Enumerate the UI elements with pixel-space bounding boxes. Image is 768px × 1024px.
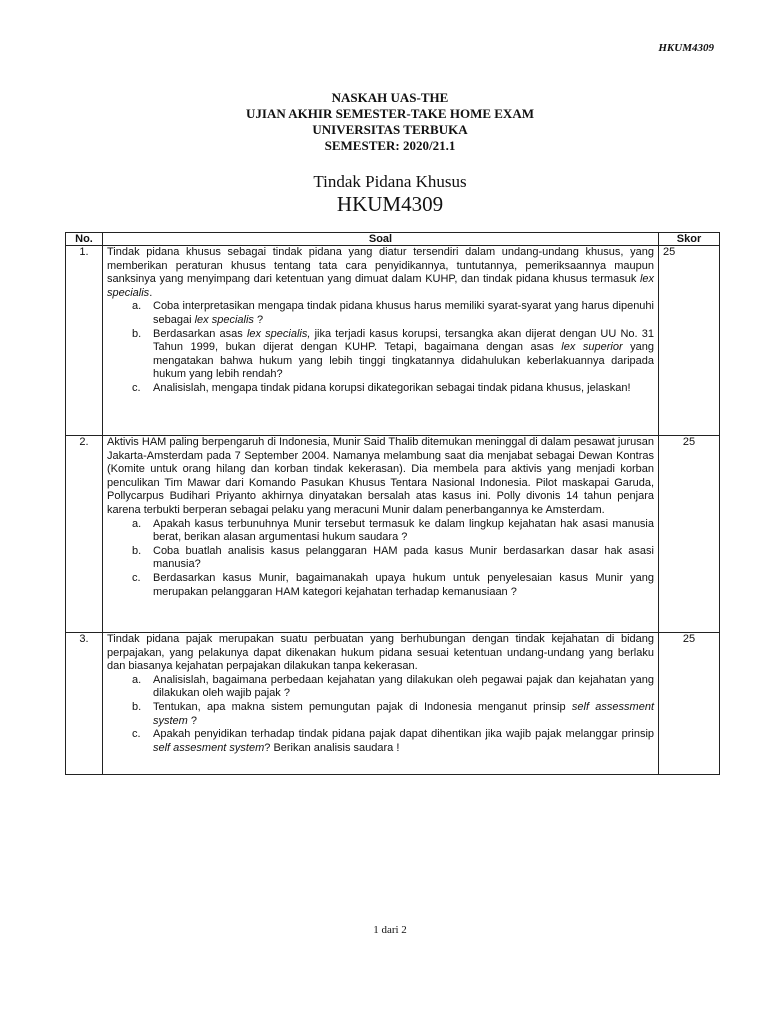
text-run: jika terjadi kasus korupsi, tersangka akan dijerat dengan UU No. 31 Tahun 1999, bukan dijerat dengan KUHP. Tetapi, bagaimana dengan asas [153, 327, 654, 354]
text-run: Analisislah, mengapa tindak pidana korupsi dikategorikan sebagai tindak pidana khusus, jelaskan! [153, 381, 631, 394]
text-run: Berdasarkan asas [153, 327, 247, 340]
sub-question [107, 572, 654, 599]
question-text [103, 436, 659, 633]
sub-question-list [107, 674, 654, 756]
sub-question-label: b. [132, 327, 142, 340]
header-line-2: UJIAN AKHIR SEMESTER-TAKE HOME EXAM [246, 106, 534, 121]
text-run: ? Berikan analisis saudara ! [264, 741, 400, 754]
text-run: Berdasarkan kasus Munir, bagaimanakah upaya hukum untuk penyelesaian kasus Munir yang merupakan pelanggaran HAM kategori kejahatan terhadap kemanusiaan ? [153, 571, 654, 598]
question-number: 3. [66, 633, 103, 775]
sub-question [107, 328, 654, 382]
italic-term: self assesment system [153, 741, 265, 754]
sub-question [107, 518, 654, 545]
text-run: yang mengatakan bahwa hukum yang lebih tinggi tingkatannya didahulukan keberlakuannya daripada hukum yang lebih rendah? [153, 341, 654, 381]
text-run: Apakah penyidikan terhadap tindak pidana pajak dapat dihentikan jika wajib pajak melanggar prinsip [153, 728, 654, 741]
header-line-4: SEMESTER: 2020/21.1 [324, 138, 456, 153]
italic-term: lex specialis, [246, 327, 311, 340]
text-run: Tindak pidana pajak merupakan suatu perbuatan yang berhubungan dengan tindak kejahatan di bidang perpajakan, yang pelakunya dapat dikenakan hukum pidana sesuai ketentuan undang-undang yang berlaku dan biasanya kejahatan perpajakan dilakukan tanpa kekerasan. [107, 633, 654, 673]
header-line-1: NASKAH UAS-THE [331, 90, 449, 105]
course-title: Tindak Pidana Khusus [313, 172, 467, 191]
sub-question [107, 674, 654, 701]
question-intro [107, 633, 654, 674]
sub-question [107, 545, 654, 572]
text-run: Aktivis HAM paling berpengaruh di Indonesia, Munir Said Thalib ditemukan meninggal di dalam pesawat jurusan Jakarta-Amsterdam pada 7 September 2004. Namanya melambung saat dia menjabat sebagai Dewan Kontras (Komite untuk orang hilang dan korban tindak kekerasan). Dia membela para aktivis yang menjadi korban penculikan Tim Mawar dari Komando Pasukan Khusus Tentara Nasional Indonesia. Pilot maskapai Garuda, Pollycarpus Budihari Priyanto akhirnya dinyatakan bersalah atas kasus ini. Polly divonis 14 tahun penjara karena terbukti berperan sebagai pelaku yang meracuni Munir dalam penerbangannya ke Amsterdam. [107, 436, 654, 516]
table-row [66, 436, 720, 633]
italic-term: self assessment system [153, 700, 654, 727]
text-run: Coba interpretasikan mengapa tindak pidana khusus harus memiliki syarat-syarat yang harus dipenuhi sebagai [153, 300, 654, 326]
column-header-no: No. [66, 233, 103, 246]
sub-question-label: c. [132, 728, 141, 741]
text-run: ? [253, 313, 264, 326]
question-text [103, 246, 659, 436]
sub-question [107, 701, 654, 728]
sub-question-label: a. [132, 300, 142, 313]
question-text [103, 633, 659, 775]
table-header-row [66, 233, 720, 246]
question-intro [107, 436, 654, 518]
sub-question-label: a. [132, 517, 142, 530]
question-score: 25 [659, 246, 720, 436]
text-run: Tindak pidana khusus sebagai tindak pidana yang diatur tersendiri dalam undang-undang khusus, yang memberikan peraturan khusus tentang tata cara penyidikannya, tuntutannya, pemeriksaannya maupun sanksinya yang menyimpang dari ketentuan yang dimuat dalam KUHP, dan tindak pidana khusus termasuk [107, 246, 654, 286]
sub-question-label: c. [132, 571, 141, 584]
sub-question [107, 300, 654, 327]
question-score: 25 [659, 436, 720, 633]
column-header-skor: Skor [659, 233, 720, 246]
sub-question-label: b. [132, 700, 142, 713]
italic-term: lex specialis [194, 313, 254, 326]
italic-term: lex specialis [107, 273, 654, 299]
header-line-3: UNIVERSITAS TERBUKA [312, 122, 468, 137]
question-number: 1. [66, 246, 103, 436]
document-code: HKUM4309 [658, 42, 714, 54]
text-run: Analisislah, bagaimana perbedaan kejahatan yang dilakukan oleh pegawai pajak dan kejahatan yang dilakukan oleh wajib pajak ? [153, 673, 654, 700]
table-row [66, 633, 720, 775]
question-score: 25 [659, 633, 720, 775]
sub-question-list [107, 518, 654, 600]
sub-question [107, 728, 654, 755]
sub-question-list [107, 300, 654, 395]
page-number: 1 dari 2 [373, 924, 407, 936]
italic-term: lex superior [561, 341, 623, 354]
sub-question-label: c. [132, 381, 141, 394]
text-run: ? [187, 714, 198, 727]
sub-question [107, 382, 654, 396]
sub-question-label: a. [132, 673, 142, 686]
sub-question-label: b. [132, 544, 142, 557]
course-code: HKUM4309 [336, 192, 444, 216]
question-intro [107, 246, 654, 300]
question-number: 2. [66, 436, 103, 633]
column-header-soal: Soal [103, 233, 659, 246]
text-run: Coba buatlah analisis kasus pelanggaran HAM pada kasus Munir berdasarkan dasar hak asasi manusia? [153, 544, 654, 571]
question-rows [66, 246, 720, 775]
exam-header [0, 90, 768, 154]
text-run: . [149, 286, 153, 299]
text-run: Tentukan, apa makna sistem pemungutan pajak di Indonesia menganut prinsip [153, 700, 572, 713]
text-run: Apakah kasus terbunuhnya Munir tersebut termasuk ke dalam lingkup kejahatan hak asasi manusia berat, berikan alasan argumentasi hukum saudara ? [153, 517, 654, 544]
table-row [66, 246, 720, 436]
question-table [65, 232, 720, 775]
